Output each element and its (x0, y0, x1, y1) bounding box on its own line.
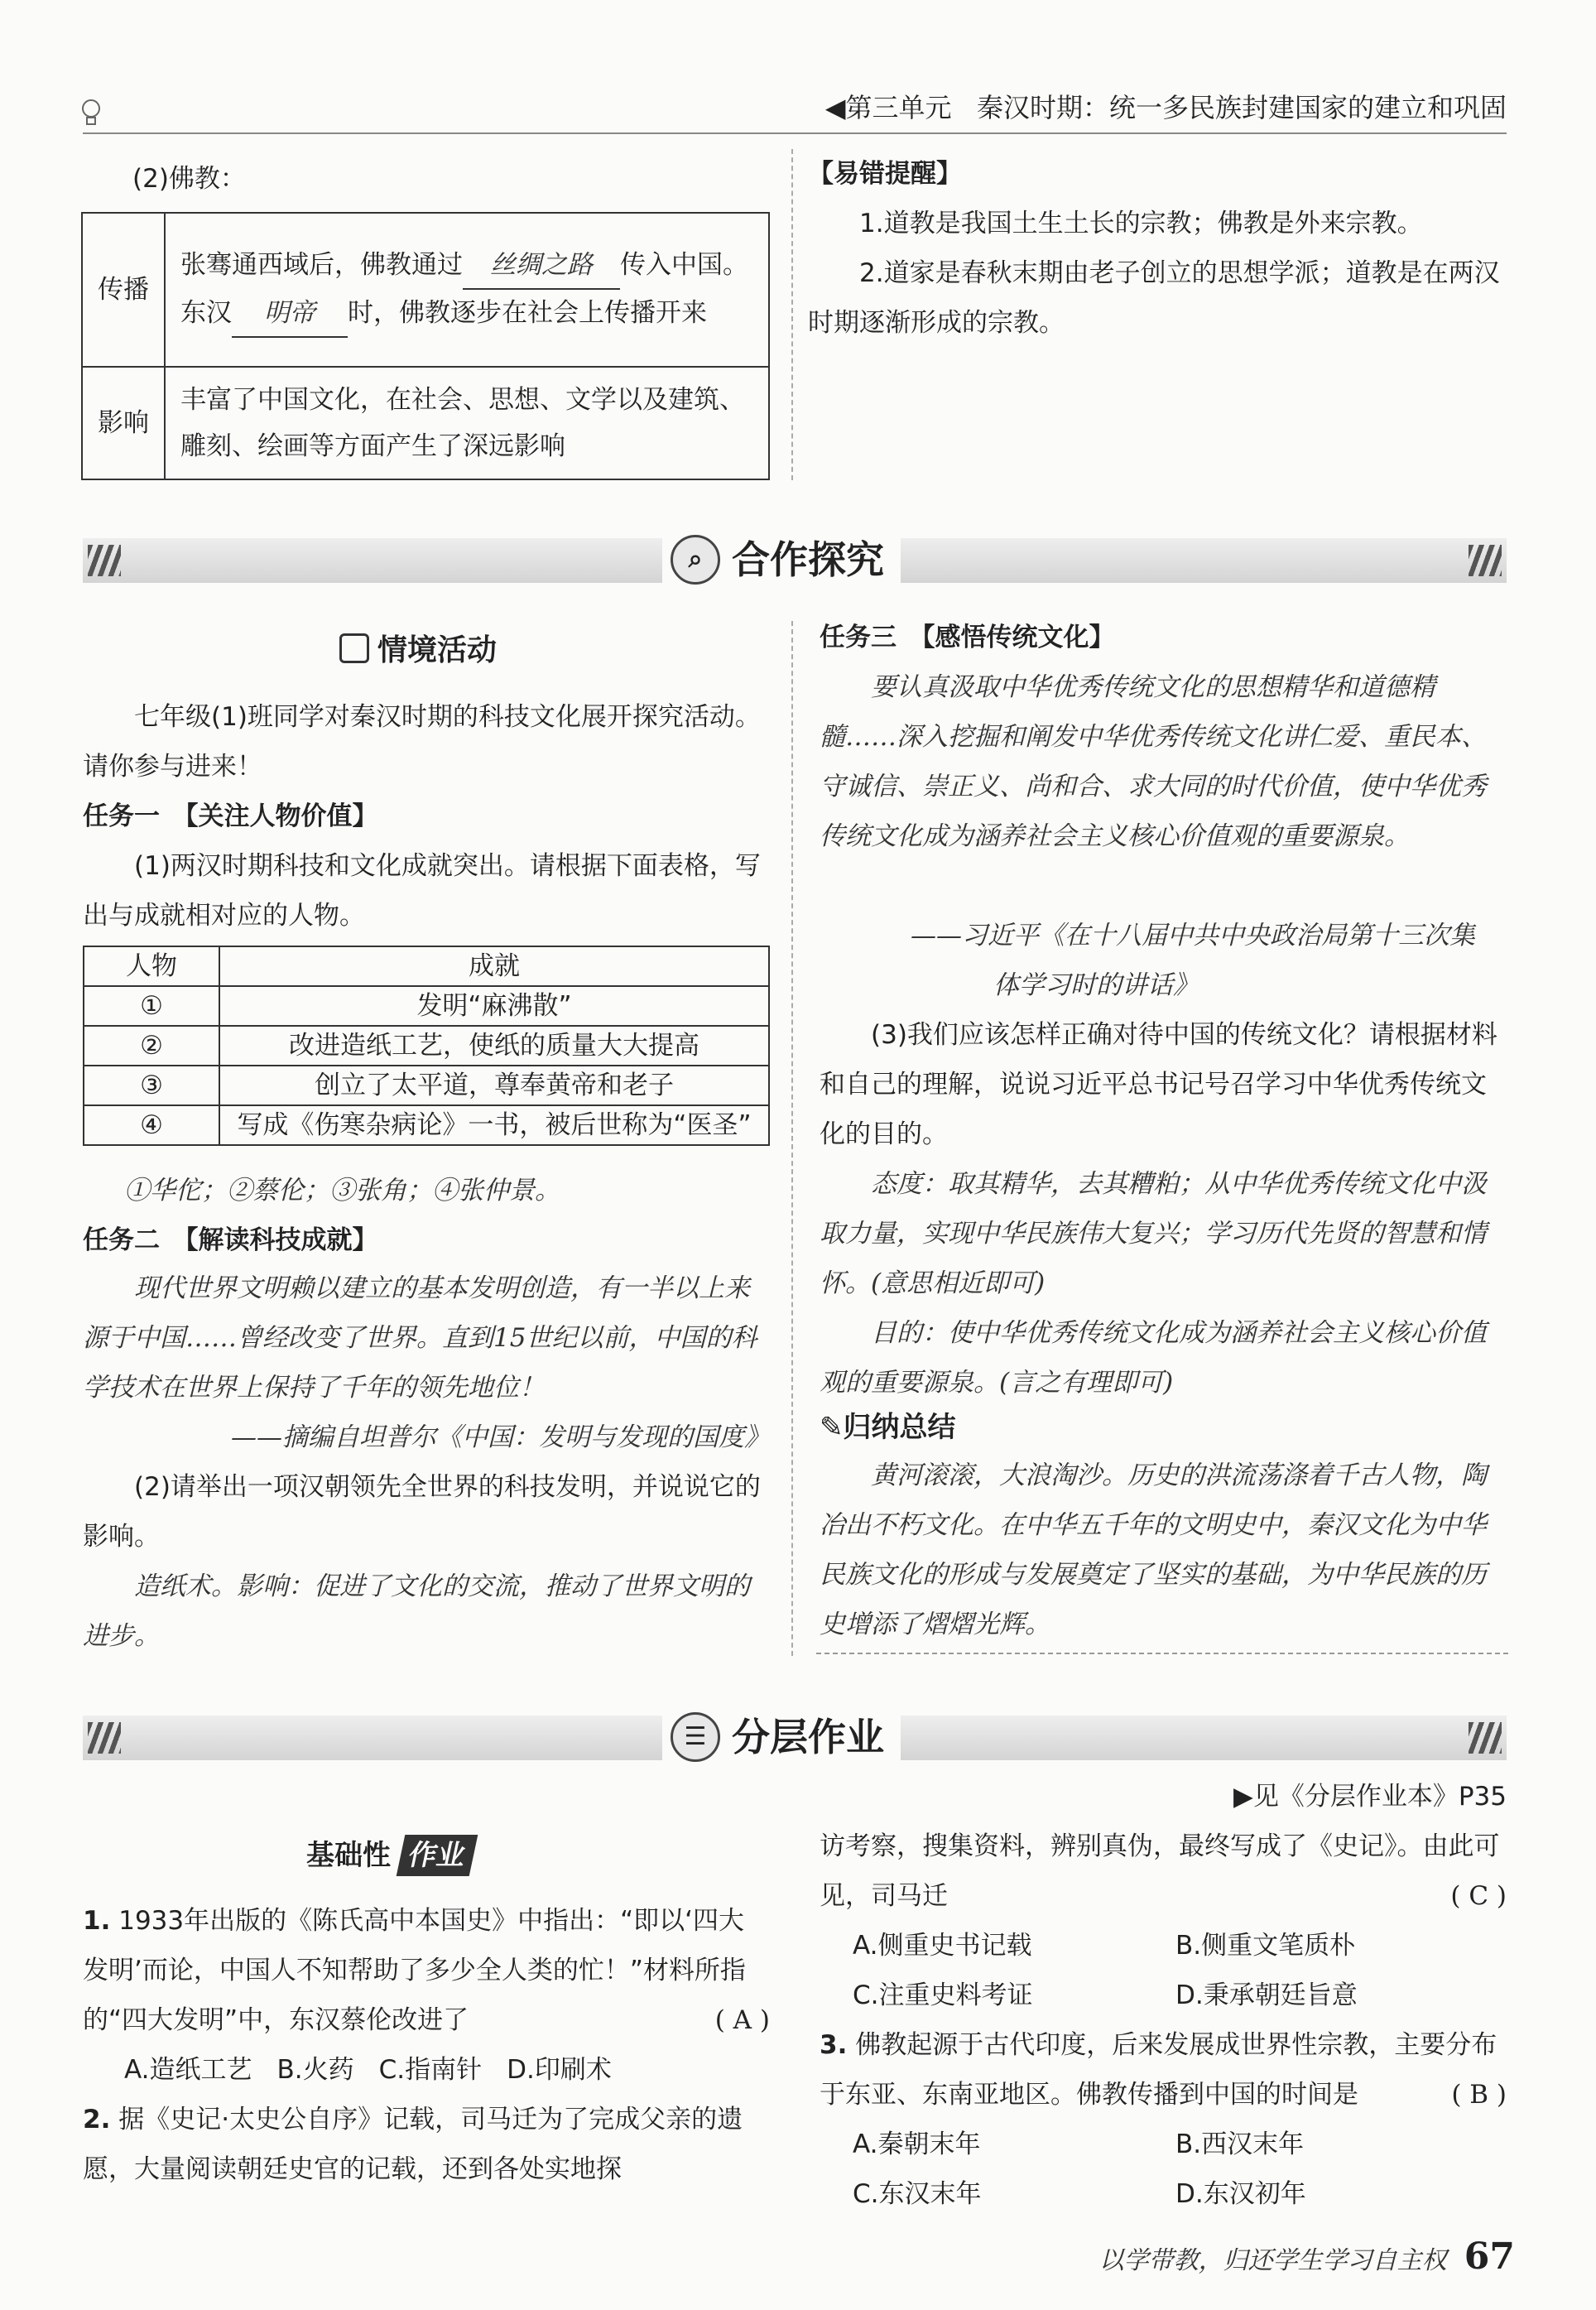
question-answer: ( C ) (1450, 1881, 1507, 1911)
footer-slogan: 以学带教，归还学生学习自主权 (1098, 2246, 1447, 2275)
people-table (83, 946, 770, 1146)
list-item: 1.道教是我国土生土长的宗教；佛教是外来宗教。 (859, 209, 1423, 238)
footer (952, 2232, 1515, 2289)
task2-question: (2)请举出一项汉朝领先全世界的科技发明，并说说它的影响。 (83, 1472, 761, 1552)
option: B.火药 (276, 2055, 354, 2085)
question-answer: ( A ) (714, 2005, 770, 2035)
question-2 (83, 2095, 770, 2194)
table-row (82, 213, 769, 367)
option: D.东汉初年 (1175, 2179, 1306, 2209)
buddhism-table (81, 212, 770, 480)
task3-quote: 要认真汲取中华优秀传统文化的思想精华和道德精髓……深入挖掘和阐发中华优秀传统文化讲仁爱、重民本、守诚信、崇正义、尚和合、求大同的时代价值，使中华优秀传统文化成为涵养社会主义核心价值观的重要源泉。 (820, 672, 1487, 851)
scenario-title: 情境活动 (339, 626, 497, 676)
basic-label (306, 1835, 474, 1876)
scenario-icon (339, 633, 369, 663)
option: B.西汉末年 (1175, 2130, 1305, 2159)
task3-answer-attitude: 态度：取其精华，去其糟粕；从中华优秀传统文化中汲取力量，实现中华民族伟大复兴；学习历代先贤的智慧和情怀。(意思相近即可) (820, 1169, 1487, 1298)
question-number: 1. (83, 1906, 111, 1936)
question-1 (83, 1896, 770, 2045)
question-number: 2. (83, 2105, 111, 2134)
table-row: ④ 写成《伤寒杂病论》一书，被后世称为“医圣” (84, 1105, 769, 1145)
homework-ref: ▶见《分层作业本》P35 (1233, 1782, 1507, 1812)
pencil-icon: ✎ (820, 1411, 844, 1444)
task2-title: 任务二 【解读科技成就】 (83, 1225, 378, 1255)
option: A.侧重史书记载 (853, 1931, 1032, 1961)
header-arrow-icon: ◀ (824, 92, 846, 123)
task3-source-b: 体学习时的讲话》 (993, 970, 1199, 1000)
option: A.秦朝末年 (853, 2130, 981, 2159)
reminder-title: 【易错提醒】 (808, 159, 962, 189)
question-3-options (853, 2120, 1498, 2219)
buddhism-heading: (2)佛教： (132, 164, 246, 194)
column-header: 成就 (219, 946, 769, 986)
option: D.印刷术 (507, 2055, 612, 2085)
table-row (82, 367, 769, 479)
scenario-intro: 七年级(1)班同学对秦汉时期的科技文化展开探究活动。请你参与进来！ (83, 702, 761, 782)
task2-quote: 现代世界文明赖以建立的基本发明创造，有一半以上来源于中国……曾经改变了世界。直到15世纪以前，中国的科学技术在世界上保持了千年的领先地位！ (83, 1273, 757, 1403)
blank-answer: 丝绸之路 (463, 242, 620, 290)
question-stem: 1933年出版的《陈氏高中本国史》中指出：“即以‘四大发明’而论，中国人不知帮助了多少全人类的忙！”材料所指的“四大发明”中，东汉蔡伦改进了 (83, 1906, 746, 2035)
table-row: ② 改进造纸工艺，使纸的质量大大提高 (84, 1026, 769, 1066)
row-content: 张骞通西域后，佛教通过 丝绸之路 传入中国。东汉 明帝 时，佛教逐步在社会上传播开来 (165, 213, 769, 367)
document-icon: ☰ (671, 1712, 720, 1762)
task3-title: 任务三 【感悟传统文化】 (820, 623, 1115, 652)
blank-answer: 明帝 (232, 290, 348, 338)
question-stem: 访考察，搜集资料，辨别真伪，最终写成了《史记》。由此可见，司马迁 (820, 1831, 1500, 1911)
header-rule (83, 132, 1507, 134)
basic-label-a: 基础性 (306, 1839, 391, 1872)
question-2-options (853, 1921, 1498, 2020)
task2-source: ——摘编自坦普尔《中国：发明与发现的国度》 (231, 1422, 770, 1452)
question-1-options (124, 2045, 770, 2095)
task3-answer-purpose: 目的：使中华优秀传统文化成为涵养社会主义核心价值观的重要源泉。(言之有理即可) (820, 1318, 1487, 1398)
header-unit: 第三单元 (845, 92, 952, 123)
column-divider (791, 149, 793, 480)
row-label: 影响 (82, 367, 165, 479)
row-content: 丰富了中国文化，在社会、思想、文学以及建筑、雕刻、绘画等方面产生了深远影响 (165, 367, 769, 479)
table-row: ① 发明“麻沸散” (84, 986, 769, 1026)
task1-answer: ①华佗；②蔡伦；③张角；④张仲景。 (124, 1176, 560, 1206)
task2-answer: 造纸术。影响：促进了文化的交流，推动了世界文明的进步。 (83, 1571, 750, 1651)
task1-title: 任务一 【关注人物价值】 (83, 801, 378, 831)
option: A.造纸工艺 (124, 2055, 252, 2085)
task3-question: (3)我们应该怎样正确对待中国的传统文化？请根据材料和自己的理解，说说习近平总书记号召学习中华优秀传统文化的目的。 (820, 1020, 1497, 1149)
search-icon: ⌕ (671, 535, 720, 585)
row-label: 传播 (82, 213, 165, 367)
question-stem: 据《史记·太史公自序》记载，司马迁为了完成父亲的遗愿，大量阅读朝廷史官的记载，还到各处实地探 (83, 2105, 743, 2184)
table-header-row (84, 946, 769, 986)
table-row: ③ 创立了太平道，尊奉黄帝和老子 (84, 1066, 769, 1105)
option: C.注重史料考证 (853, 1980, 1033, 2010)
question-3 (820, 2020, 1507, 2120)
question-stem: 佛教起源于古代印度，后来发展成世界性宗教，主要分布于东亚、东南亚地区。佛教传播到中国的时间是 (820, 2030, 1497, 2110)
list-item: 2.道家是春秋末期由老子创立的思想学派；道教是在两汉时期逐渐形成的宗教。 (808, 258, 1500, 338)
section-title-coop: ⌕ 合作探究 (662, 527, 901, 593)
task1-question: (1)两汉时期科技和文化成就突出。请根据下面表格，写出与成就相对应的人物。 (83, 851, 761, 931)
question-number: 3. (820, 2030, 848, 2060)
option: C.指南针 (378, 2055, 483, 2085)
column-header: 人物 (84, 946, 219, 986)
option: C.东汉末年 (853, 2179, 982, 2209)
basic-label-b: 作业 (397, 1835, 478, 1876)
option: B.侧重文笔质朴 (1175, 1931, 1356, 1961)
column-divider (791, 621, 793, 1656)
question-2-cont (820, 1822, 1507, 1921)
option: D.秉承朝廷旨意 (1175, 1980, 1358, 2010)
question-answer: ( B ) (1451, 2080, 1507, 2110)
task3-source-a: ——习近平《在十八届中共中央政治局第十三次集 (911, 921, 1475, 950)
summary-text: 黄河滚滚，大浪淘沙。历史的洪流荡涤着千古人物，陶冶出不朽文化。在中华五千年的文明史中，秦汉文化为中华民族文化的形成与发展奠定了坚实的基础，为中华民族的历史增添了熠熠光辉。 (820, 1461, 1487, 1639)
section-title-hw: ☰ 分层作业 (662, 1704, 901, 1770)
page-number: 67 (1464, 2235, 1515, 2278)
bulb-icon (79, 98, 103, 128)
summary-title: ✎归纳总结 (820, 1411, 956, 1444)
header-title: 秦汉时期：统一多民族封建国家的建立和巩固 (976, 92, 1507, 123)
reminder-list (808, 199, 1512, 348)
page-header (778, 89, 1507, 126)
